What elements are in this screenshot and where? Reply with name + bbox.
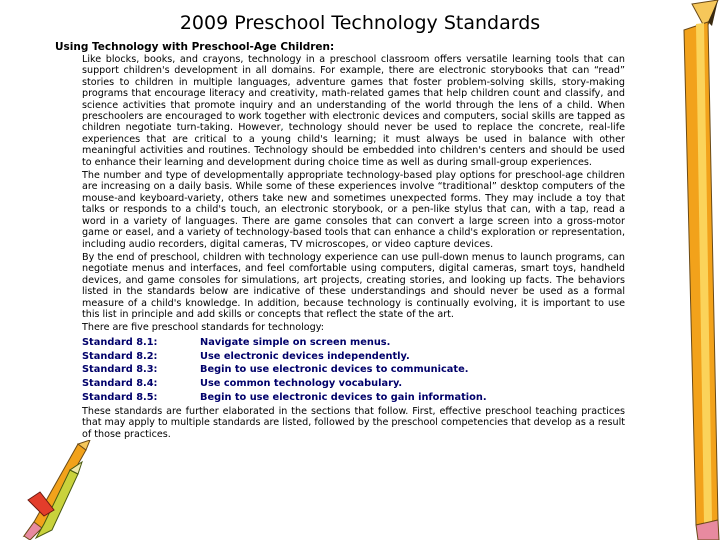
paragraph: There are five preschool standards for technology: [82, 322, 324, 334]
standard-text: Navigate simple on screen menus. [200, 336, 391, 348]
standard-code: Standard 8.3: [82, 364, 158, 376]
standard-item [82, 336, 625, 350]
standard-code: Standard 8.5: [82, 391, 158, 403]
standard-item [82, 391, 625, 405]
standard-code: Standard 8.2: [82, 350, 158, 362]
standard-code: Standard 8.1: [82, 336, 158, 348]
standard-item [82, 377, 625, 391]
pencils-icon [22, 440, 92, 540]
page-title: 2009 Preschool Technology Standards [179, 12, 541, 34]
paragraph: By the end of preschool, children with technology experience can use pull-down menus to launch programs, can negotiate menus and interfaces, and feel comfortable using computers, digital cameras, smart toys, handheld devices, and game consoles for simulations, art projects, creating stories, and looking up facts. The behaviors listed in the standards below are indicative of these understandings and should never be used as a formal measure of a child's knowledge. In addition, because technology is continually evolving, it is important to use this list in principle and add skills or concepts that reflect the state of the art. [82, 251, 625, 320]
standard-text: Use electronic devices independently. [200, 350, 410, 362]
standard-text: Begin to use electronic devices to communicate. [200, 364, 469, 376]
standard-text: Begin to use electronic devices to gain information. [200, 391, 487, 403]
standard-item [82, 350, 625, 364]
standard-item [82, 363, 625, 377]
standard-code: Standard 8.4: [82, 378, 158, 390]
section-heading: Using Technology with Preschool-Age Children: [55, 41, 335, 53]
paragraph: Like blocks, books, and crayons, technology in a preschool classroom offers versatile learning tools that can support children's development in all domains. For example, there are electronic storybooks that can “read” stories to children in multiple languages, adventure games that foster problem-solving skills, story-making programs that encourage literacy and creativity, math-related games that help children count and classify, and science activities that promote inquiry and an understanding of the world through the lens of a child. When preschoolers are encouraged to work together with electronic devices and computers, social skills are tapped as children negotiate turn-taking. However, technology should never be used to replace the concrete, real-life experiences that are critical to a young child's learning; it must always be used in balance with other meaningful activities and routines. Technology should be embedded into children's centers and should be used to enhance their learning and development during choice time as well as during small-group experiences. [82, 54, 625, 168]
standard-text: Use common technology vocabulary. [200, 378, 403, 390]
closing-paragraph: These standards are further elaborated in the sections that follow. First, effective preschool teaching practices that may apply to multiple standards are listed, followed by the preschool competencies that develop as a result of those practices. [82, 405, 625, 440]
paragraph: The number and type of developmentally appropriate technology-based play options for preschool-age children are increasing on a daily basis. While some of these experiences involve “traditional” desktop computers of the mouse-and keyboard-variety, others take new and sometimes unexpected forms. They may include a toy that talks or responds to a child's touch, an electronic storybook, or a pen-like stylus that can, with a tap, read a word in a variety of languages. There are game consoles that can convert a large screen into a gross-motor game or easel, and a variety of technology-based tools that can enhance a child's exploration or representation, including audio recorders, digital cameras, TV microscopes, or video capture devices. [82, 170, 625, 250]
document-body [55, 41, 625, 442]
